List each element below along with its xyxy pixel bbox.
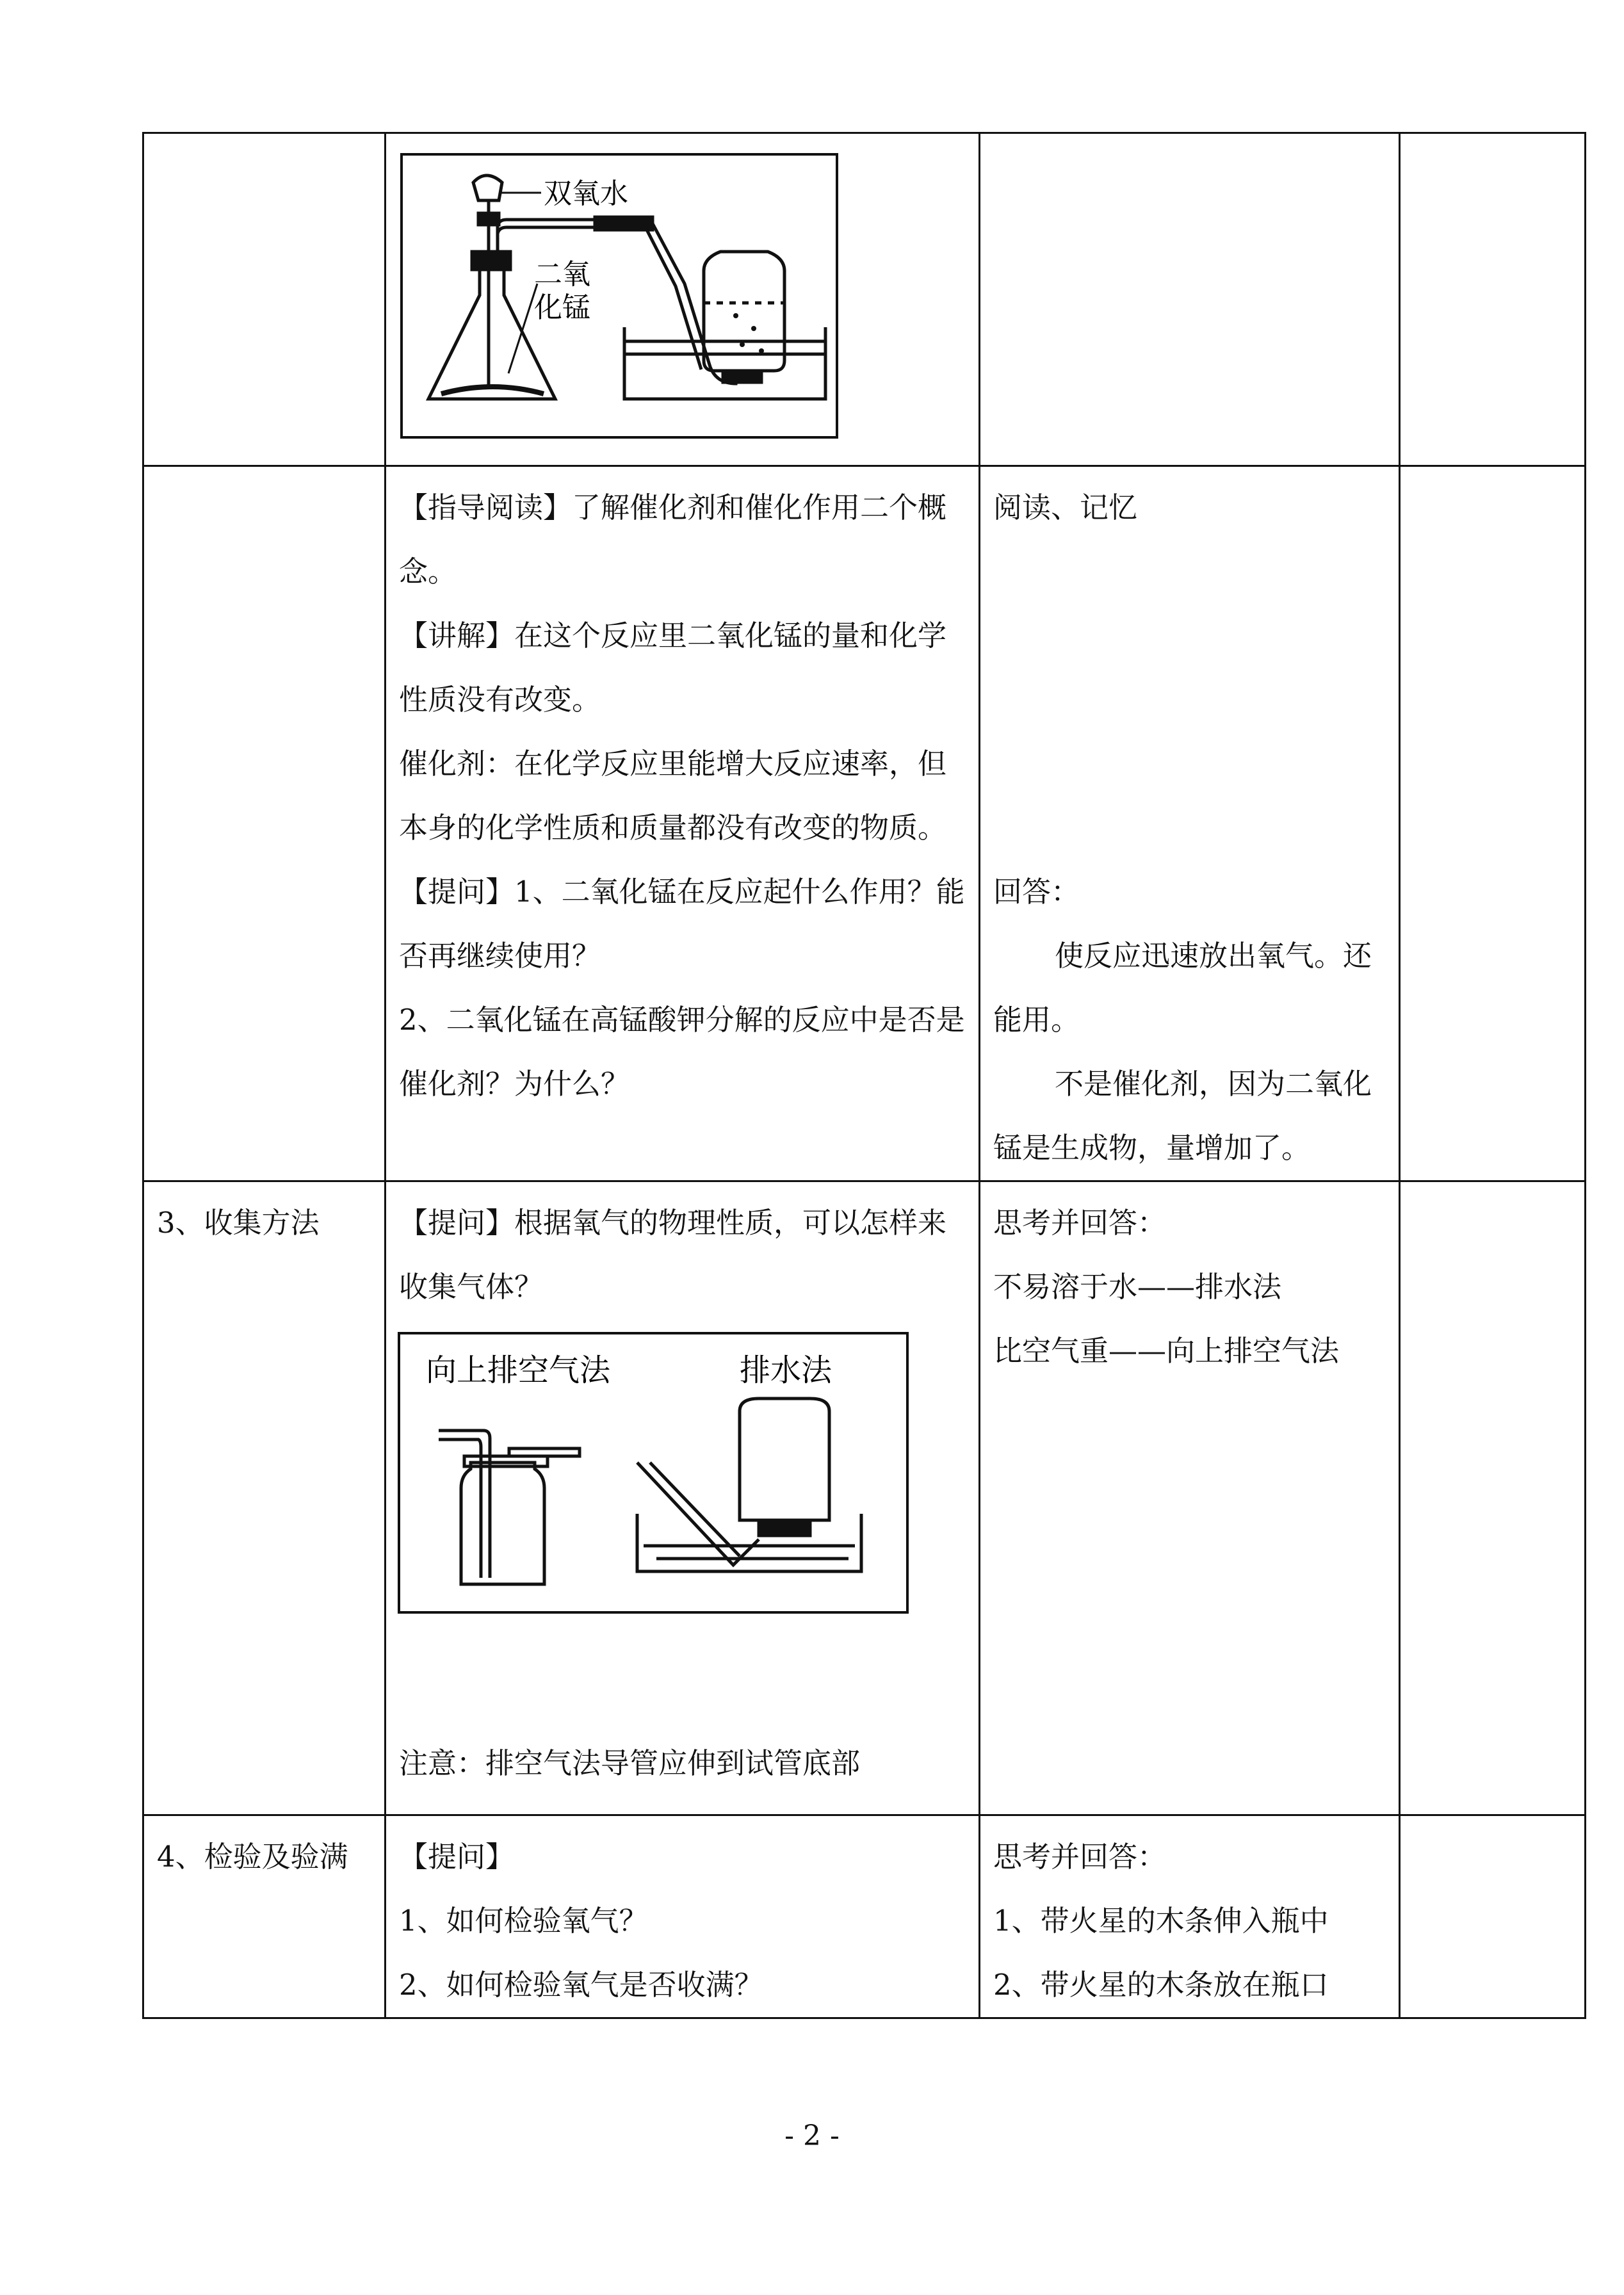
think-answer: 思考并回答： xyxy=(993,1206,1167,1240)
student-cell xyxy=(980,466,1400,1181)
student-cell xyxy=(980,1815,1400,2018)
think-answer: 思考并回答： xyxy=(993,1840,1167,1874)
stage-label: 4、检验及验满 xyxy=(157,1840,348,1874)
lesson-table xyxy=(142,132,1586,2019)
answer-1: 1、带火星的木条伸入瓶中 xyxy=(993,1904,1329,1938)
label-water-displacement: 排水法 xyxy=(740,1352,832,1388)
teacher-content xyxy=(386,467,978,1116)
note-content xyxy=(386,1723,978,1796)
apparatus-drawing xyxy=(403,156,836,436)
stage-cell xyxy=(143,1815,386,2018)
label-mno2-line1: 二氧 xyxy=(534,258,590,291)
collection-methods-figure xyxy=(398,1332,909,1614)
student-cell xyxy=(980,133,1400,466)
question-1: 【提问】1、二氧化锰在反应起什么作用？能否再继续使用？ xyxy=(399,875,965,973)
stage-cell xyxy=(143,1181,386,1815)
answer-1: 使反应迅速放出氧气。还能用。 xyxy=(993,939,1372,1037)
table-row xyxy=(143,133,1586,466)
label-hydrogen-peroxide: 双氧水 xyxy=(544,177,628,210)
answer-air: 比空气重——向上排空气法 xyxy=(993,1334,1340,1368)
question-2: 2、二氧化锰在高锰酸钾分解的反应中是否是催化剂？为什么？ xyxy=(399,1003,965,1101)
student-content xyxy=(980,1816,1399,2017)
explanation: 【讲解】在这个反应里二氧化锰的量和化学性质没有改变。 xyxy=(399,619,947,717)
label-upward-air: 向上排空气法 xyxy=(426,1352,611,1388)
answer-2: 不是催化剂，因为二氧化锰是生成物，量增加了。 xyxy=(993,1067,1372,1165)
note-cell xyxy=(1400,466,1586,1181)
question-2: 2、如何检验氧气是否收满？ xyxy=(399,1968,763,2002)
guided-reading: 【指导阅读】了解催化剂和催化作用二个概念。 xyxy=(399,491,947,588)
note-cell xyxy=(1400,133,1586,466)
table-row xyxy=(143,1815,1586,2018)
teacher-cell xyxy=(386,1181,980,1815)
table-row xyxy=(143,1181,1586,1815)
table-row xyxy=(143,466,1586,1181)
teacher-cell xyxy=(386,466,980,1181)
stage-cell xyxy=(143,133,386,466)
collection-drawing xyxy=(400,1334,906,1611)
answer-2: 2、带火星的木条放在瓶口 xyxy=(993,1968,1329,2002)
note-cell xyxy=(1400,1815,1586,2018)
catalyst-definition: 催化剂：在化学反应里能增大反应速率，但本身的化学性质和质量都没有改变的物质。 xyxy=(399,747,947,845)
teacher-content xyxy=(386,1816,978,2017)
teacher-cell xyxy=(386,133,980,466)
read-remember: 阅读、记忆 xyxy=(993,491,1138,524)
question: 【提问】根据氧气的物理性质，可以怎样来收集气体？ xyxy=(399,1206,947,1304)
student-content xyxy=(980,467,1399,1180)
stage-cell xyxy=(143,466,386,1181)
answer-label: 回答： xyxy=(993,875,1080,909)
label-mno2-line2: 化锰 xyxy=(534,291,590,324)
page-number: - 2 - xyxy=(784,2120,840,2152)
student-cell xyxy=(980,1181,1400,1815)
teacher-cell xyxy=(386,1815,980,2018)
teacher-content xyxy=(386,1182,978,1319)
student-content xyxy=(980,1182,1399,1383)
question-header: 【提问】 xyxy=(399,1840,515,1874)
stage-label: 3、收集方法 xyxy=(157,1206,320,1240)
collection-note: 注意：排空气法导管应伸到试管底部 xyxy=(399,1746,861,1780)
question-1: 1、如何检验氧气？ xyxy=(399,1904,648,1938)
note-cell xyxy=(1400,1181,1586,1815)
answer-water: 不易溶于水——排水法 xyxy=(993,1270,1282,1304)
oxygen-apparatus-figure xyxy=(400,153,838,439)
blank-space xyxy=(993,540,1388,860)
